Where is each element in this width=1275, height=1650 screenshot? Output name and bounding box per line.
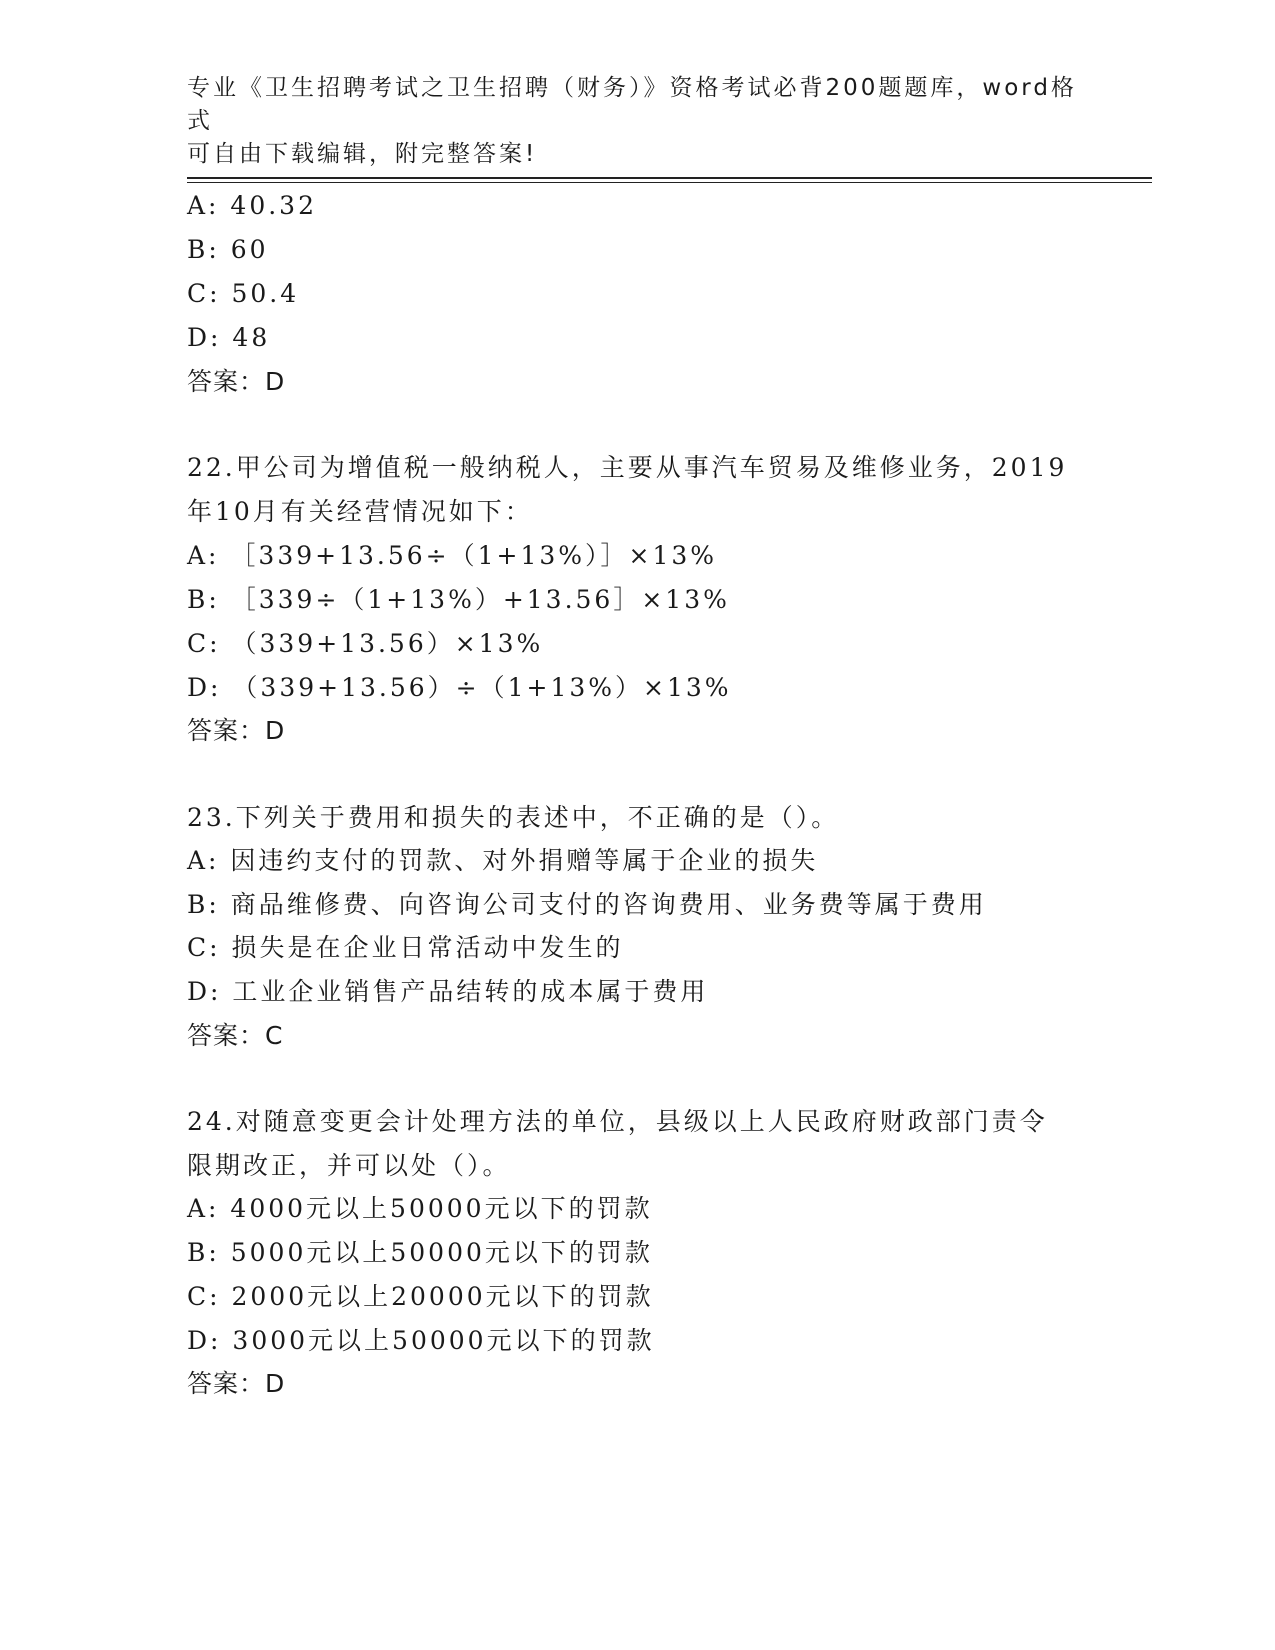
- document-header: [187, 72, 1087, 171]
- option-b: B: ［339÷（1+13%）+13.56］×13%: [187, 585, 730, 614]
- header-line-2: 可自由下载编辑，附完整答案!: [187, 141, 538, 167]
- question-23-stem: 23.下列关于费用和损失的表述中，不正确的是（）。: [187, 803, 840, 832]
- option-a: A: ［339+13.56÷（1+13%）］×13%: [187, 541, 718, 570]
- option-d: D: 3000元以上50000元以下的罚款: [187, 1326, 655, 1355]
- answer-line: 答案：D: [187, 367, 286, 396]
- option-c: C: 损失是在企业日常活动中发生的: [187, 933, 624, 962]
- option-c: C: 2000元以上20000元以下的罚款: [187, 1282, 654, 1311]
- header-line-1: 专业《卫生招聘考试之卫生招聘（财务）》资格考试必背200题题库，word格式: [187, 75, 1077, 134]
- option-b: B: 商品维修费、向咨询公司支付的咨询费用、业务费等属于费用: [187, 890, 987, 919]
- option-c: C: （339+13.56）×13%: [187, 629, 544, 658]
- answer-line: 答案：D: [187, 716, 286, 745]
- option-c: C: 50.4: [187, 279, 300, 308]
- option-b: B: 60: [187, 235, 269, 264]
- option-a: A: 因违约支付的罚款、对外捐赠等属于企业的损失: [187, 846, 819, 875]
- option-d: D: （339+13.56）÷（1+13%）×13%: [187, 673, 732, 702]
- option-d: D: 工业企业销售产品结转的成本属于费用: [187, 977, 709, 1006]
- question-22-stem-line-2: 年10月有关经营情况如下：: [187, 497, 533, 526]
- header-divider-thin: [187, 182, 1152, 183]
- answer-line: 答案：C: [187, 1021, 284, 1050]
- header-divider: [187, 177, 1152, 179]
- question-22-stem-line-1: 22.甲公司为增值税一般纳税人，主要从事汽车贸易及维修业务，2019: [187, 453, 1068, 482]
- question-24-stem-line-1: 24.对随意变更会计处理方法的单位，县级以上人民政府财政部门责令: [187, 1107, 1048, 1136]
- option-a: A: 40.32: [187, 191, 317, 220]
- question-24-stem-line-2: 限期改正，并可以处（）。: [187, 1151, 511, 1180]
- option-d: D: 48: [187, 323, 271, 352]
- answer-line: 答案：D: [187, 1369, 286, 1398]
- option-b: B: 5000元以上50000元以下的罚款: [187, 1238, 653, 1267]
- option-a: A: 4000元以上50000元以下的罚款: [187, 1194, 653, 1223]
